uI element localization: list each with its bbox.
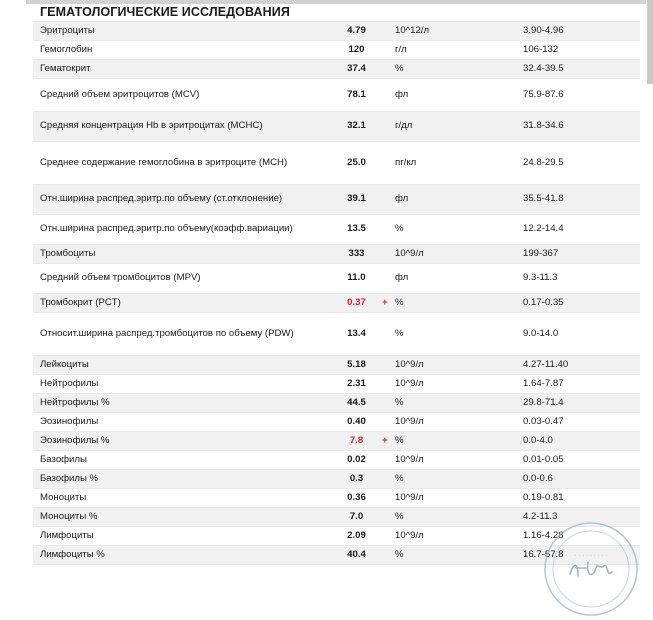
test-value-text: 0.37 (347, 296, 366, 308)
test-name: Эозинофилы (40, 415, 99, 427)
reference-range: 31.8-34.6 (523, 120, 564, 132)
test-unit: % (395, 296, 404, 308)
test-value (318, 44, 395, 57)
reference-range: 4.2-11.3 (523, 510, 558, 522)
test-name: Гематокрит (40, 62, 91, 74)
test-unit: 10^9/л (395, 453, 424, 465)
reference-range: 0.0-4.0 (523, 434, 553, 446)
reference-range: 1.64-7.87 (523, 377, 564, 389)
test-value-text: 25.0 (347, 156, 366, 168)
test-value (318, 435, 395, 448)
test-value (318, 223, 395, 236)
test-name: Среднее содержание гемоглобина в эритроците (MCH) (40, 156, 288, 168)
test-name: Эозинофилы % (40, 434, 110, 446)
test-name: Средний объем тромбоцитов (MPV) (40, 272, 201, 284)
svg-text:· · · · · · · · ·: · · · · · · · · · (574, 553, 608, 560)
test-unit: % (395, 548, 404, 560)
reference-range: 24.8-29.5 (523, 156, 564, 168)
test-name: Нейтрофилы % (40, 396, 110, 408)
test-unit: г/дл (395, 120, 413, 132)
test-name: Эритроциты (40, 24, 95, 36)
test-value-text: 13.4 (347, 327, 366, 339)
test-value-text: 32.1 (347, 120, 366, 132)
test-name: Средний объем эритроцитов (MCV) (40, 88, 200, 100)
test-unit: фл (395, 272, 409, 284)
result-row (33, 451, 640, 470)
result-row (33, 432, 640, 451)
test-unit: % (395, 327, 404, 339)
test-value-text: 0.02 (347, 453, 366, 465)
reference-range: 12.2-14.4 (523, 223, 564, 235)
test-value (318, 359, 395, 372)
result-row (33, 470, 640, 489)
test-unit: % (395, 62, 404, 74)
result-row (33, 41, 640, 60)
test-unit: 10^9/л (395, 415, 424, 427)
test-name: Тромбокрит (PCT) (40, 296, 121, 308)
test-value-text: 44.5 (347, 396, 366, 408)
abnormal-flag: + (382, 434, 388, 446)
result-row (33, 79, 640, 112)
test-unit: 10^9/л (395, 491, 424, 503)
test-value (318, 272, 395, 285)
test-value-text: 37.4 (347, 62, 366, 74)
test-value-text: 333 (348, 247, 365, 259)
test-unit: % (395, 510, 404, 522)
reference-range: 16.7-57.8 (523, 548, 564, 560)
test-value (318, 120, 395, 133)
test-name: Нейтрофилы (40, 377, 99, 389)
test-value (318, 416, 395, 429)
test-value (318, 157, 395, 170)
reference-range: 32.4-39.5 (523, 62, 564, 74)
test-name: Отн.ширина распред.эритр.по объему(коэфф.вариации) (40, 223, 293, 235)
test-value (318, 63, 395, 76)
test-value-text: 7.8 (349, 434, 364, 446)
test-unit: фл (395, 193, 409, 205)
test-value (318, 378, 395, 391)
result-row (33, 413, 640, 432)
test-value (318, 89, 395, 102)
test-name: Лимфоциты % (40, 548, 105, 560)
reference-range: 0.17-0.35 (523, 296, 564, 308)
reference-range: 0.0-0.6 (523, 472, 553, 484)
lab-results-sheet (33, 4, 640, 565)
result-row (33, 60, 640, 79)
result-row (33, 356, 640, 375)
reference-range: 199-367 (523, 247, 559, 259)
result-row (33, 215, 640, 245)
test-value (318, 25, 395, 38)
test-name: Средняя концентрация Hb в эритроцитах (MCHC) (40, 120, 263, 132)
reference-range: 0.19-0.81 (523, 491, 564, 503)
test-value-text: 2.09 (347, 529, 366, 541)
test-value (318, 193, 395, 206)
test-value-text: 120 (348, 43, 365, 55)
reference-range: 35.5-41.8 (523, 193, 564, 205)
reference-range: 9.3-11.3 (523, 272, 558, 284)
test-unit: 10^9/л (395, 358, 424, 370)
test-value (318, 297, 395, 310)
test-value-text: 40.4 (347, 548, 366, 560)
test-value (318, 397, 395, 410)
result-row (33, 264, 640, 294)
test-value (318, 248, 395, 261)
reference-range: 0.01-0.05 (523, 453, 564, 465)
reference-range: 1.16-4.28 (523, 529, 564, 541)
doctor-stamp-seal (540, 518, 642, 620)
test-value (318, 549, 395, 562)
test-value-text: 13.5 (347, 223, 366, 235)
test-value (318, 511, 395, 524)
section-title: ГЕМАТОЛОГИЧЕСКИЕ ИССЛЕДОВАНИЯ (33, 4, 640, 22)
test-value-text: 7.0 (349, 510, 364, 522)
test-unit: 10^9/л (395, 529, 424, 541)
result-row (33, 185, 640, 215)
result-row (33, 489, 640, 508)
test-name: Лейкоциты (40, 358, 89, 370)
test-value (318, 530, 395, 543)
test-value-text: 0.36 (347, 491, 366, 503)
abnormal-flag: + (382, 296, 388, 308)
test-unit: % (395, 223, 404, 235)
test-name: Лимфоциты (40, 529, 94, 541)
test-name: Моноциты (40, 491, 87, 503)
test-unit: % (395, 472, 404, 484)
test-value (318, 454, 395, 467)
result-row (33, 112, 640, 142)
result-row (33, 22, 640, 41)
reference-range: 9.0-14.0 (523, 327, 559, 339)
test-value (318, 328, 395, 341)
result-row (33, 394, 640, 413)
test-unit: 10^9/л (395, 377, 424, 389)
reference-range: 75.9-87.6 (523, 88, 564, 100)
result-row (33, 245, 640, 264)
test-unit: фл (395, 88, 409, 100)
test-unit: пг/кл (395, 156, 417, 168)
test-unit: г/л (395, 43, 407, 55)
reference-range: 29.8-71.4 (523, 396, 564, 408)
test-name: Базофилы % (40, 472, 99, 484)
results-table (33, 22, 640, 565)
test-value-text: 39.1 (347, 193, 366, 205)
test-value-text: 78.1 (347, 88, 366, 100)
reference-range: 0.03-0.47 (523, 415, 564, 427)
test-value-text: 11.0 (347, 272, 366, 284)
test-unit: 10^12/л (395, 24, 430, 36)
test-name: Относит.ширина распред.тромбоцитов по объему (PDW) (40, 327, 294, 339)
test-unit: 10^9/л (395, 247, 424, 259)
reference-range: 106-132 (523, 43, 559, 55)
result-row (33, 142, 640, 185)
test-value (318, 492, 395, 505)
test-unit: % (395, 434, 404, 446)
test-name: Отн.ширина распред.эритр.по объему (ст.отклонение) (40, 193, 283, 205)
test-name: Базофилы (40, 453, 87, 465)
reference-range: 3.90-4.96 (523, 24, 564, 36)
result-row (33, 294, 640, 313)
test-value-text: 4.79 (347, 24, 366, 36)
test-name: Моноциты % (40, 510, 98, 522)
result-row (33, 375, 640, 394)
test-name: Тромбоциты (40, 247, 96, 259)
test-value (318, 473, 395, 486)
test-value-text: 5.18 (347, 358, 366, 370)
test-name: Гемоглобин (40, 43, 93, 55)
reference-range: 4.27-11.40 (523, 358, 569, 370)
test-unit: % (395, 396, 404, 408)
test-value-text: 0.40 (347, 415, 366, 427)
test-value-text: 2.31 (347, 377, 366, 389)
scrollbar-edge (647, 0, 653, 84)
result-row (33, 313, 640, 356)
test-value-text: 0.3 (349, 472, 364, 484)
